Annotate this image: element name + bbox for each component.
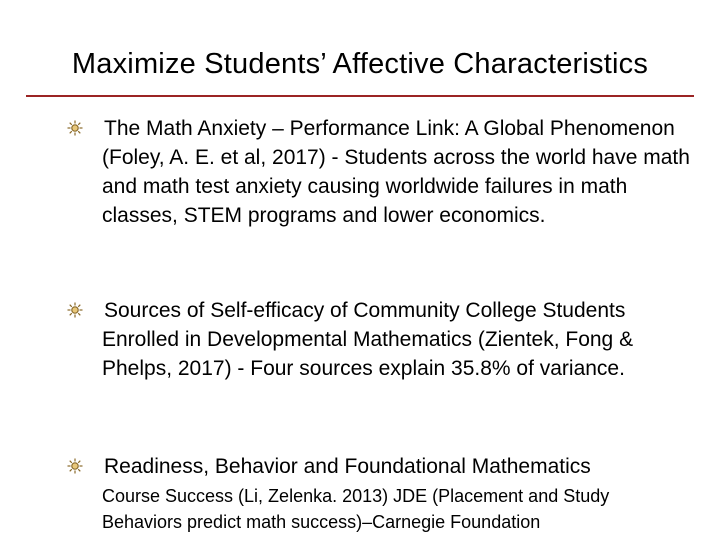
bullet-text-3-rest: Course Success (Li, Zelenka. 2013) JDE (Placement and Study Behaviors predict math success)–Carnegie Foundation xyxy=(102,486,610,532)
bullet-item-2 xyxy=(84,296,694,383)
sun-ornament-icon xyxy=(84,116,102,134)
bullet-text-1: The Math Anxiety – Performance Link: A Global Phenomenon (Foley, A. E. et al, 2017) - Students across the world have math and math test anxiety causing worldwide failures in math classes, STEM programs and lower economics. xyxy=(102,117,690,227)
bullet-text-3-first: Readiness, Behavior and Foundational Mathematics xyxy=(104,455,591,478)
bullet-text-2: Sources of Self-efficacy of Community College Students Enrolled in Developmental Mathematics (Zientek, Fong & Phelps, 2017) - Four sources explain 35.8% of variance. xyxy=(102,299,634,380)
bullet-item-3 xyxy=(84,452,694,535)
sun-ornament-icon xyxy=(84,454,102,472)
title-divider xyxy=(26,95,694,97)
sun-ornament-icon xyxy=(84,298,102,316)
slide-title: Maximize Students’ Affective Characteristics xyxy=(71,48,649,80)
bullet-item-1 xyxy=(84,114,694,230)
